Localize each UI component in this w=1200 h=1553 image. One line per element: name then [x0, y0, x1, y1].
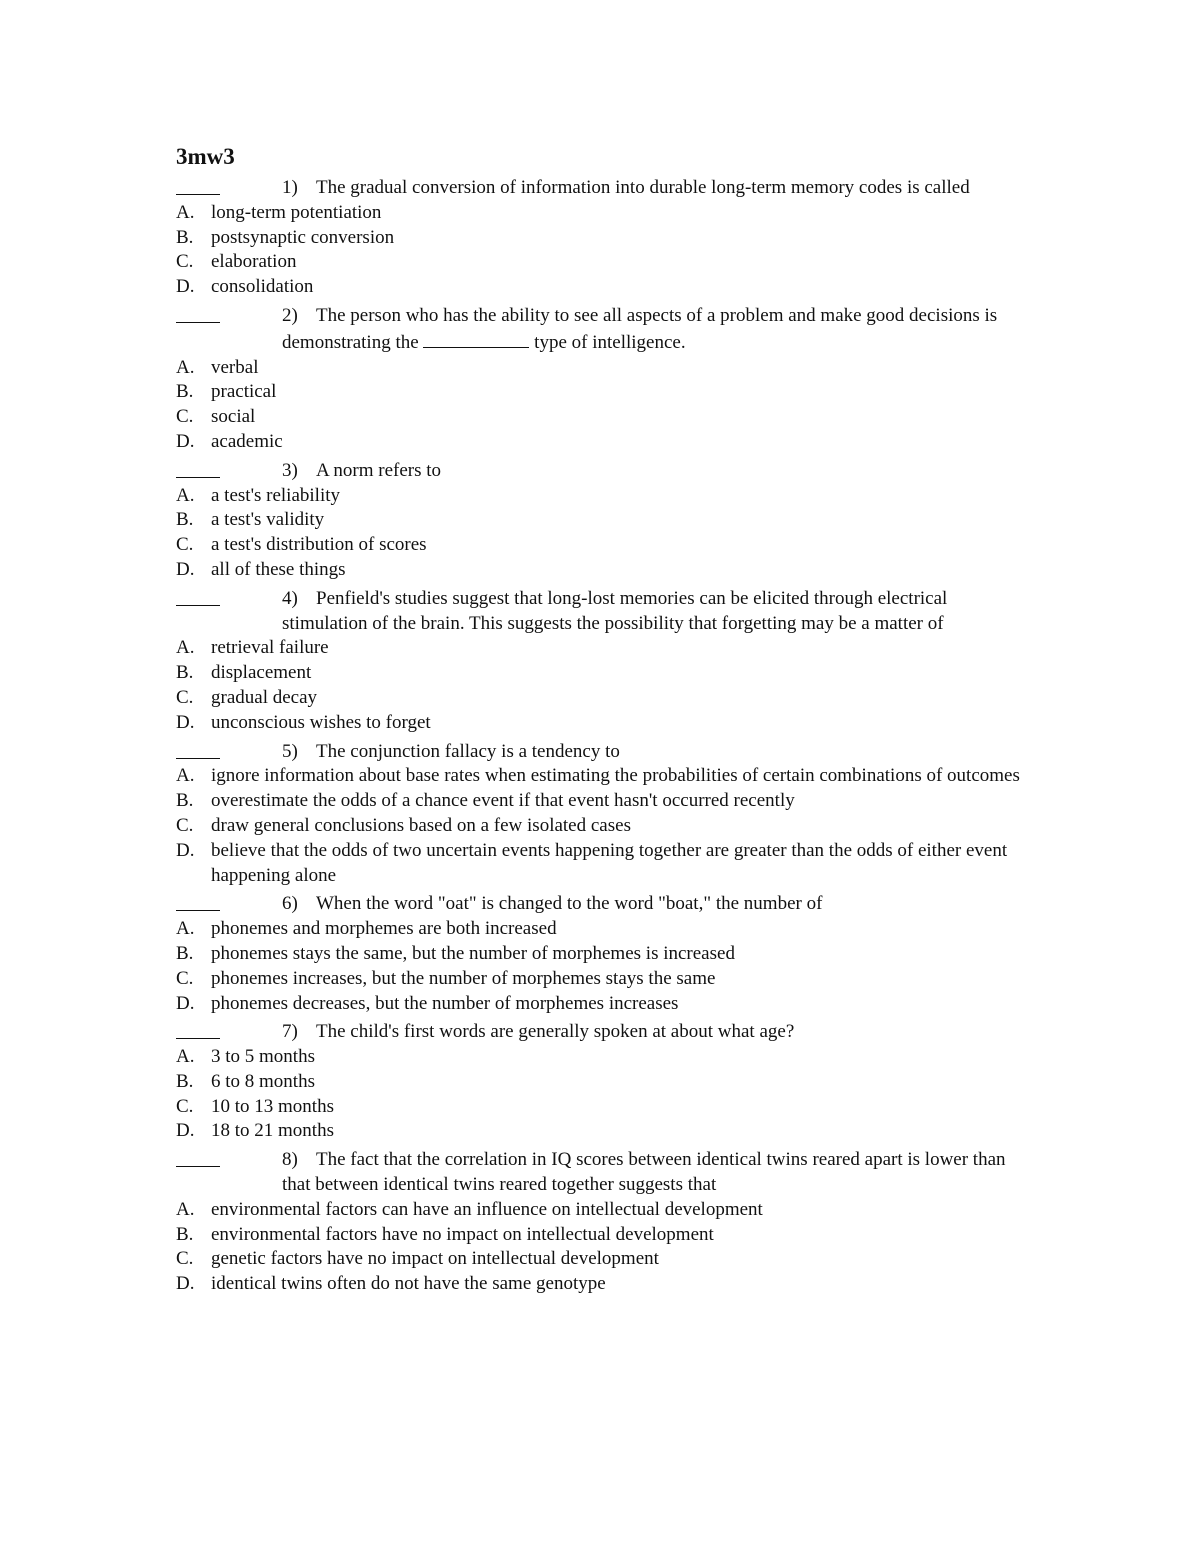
- question-number: 8): [282, 1149, 298, 1171]
- question-number: 7): [282, 1021, 298, 1043]
- option-text: environmental factors have no impact on intellectual development: [211, 1223, 714, 1245]
- option-letter: C.: [176, 534, 194, 556]
- option-text: postsynaptic conversion: [211, 226, 395, 248]
- option-text: a test's distribution of scores: [211, 534, 427, 556]
- option-letter: A.: [176, 918, 195, 940]
- option-text: a test's validity: [211, 509, 325, 531]
- question-5: [176, 740, 1036, 765]
- answer-blank[interactable]: [176, 740, 220, 759]
- option-b: [176, 789, 1036, 814]
- option-d: [176, 992, 1036, 1017]
- question-text-after: type of intelligence.: [534, 331, 686, 353]
- option-letter: A.: [176, 765, 195, 787]
- question-2: [176, 304, 1036, 356]
- option-text: identical twins often do not have the same genotype: [211, 1273, 606, 1295]
- option-c: [176, 686, 1036, 711]
- option-letter: A.: [176, 484, 195, 506]
- answer-blank[interactable]: [176, 1020, 220, 1039]
- question-text: The fact that the correlation in IQ scores between identical twins reared apart is lower than that between identical twins reared together suggests that: [282, 1149, 1006, 1196]
- question-8: [176, 1148, 1036, 1198]
- option-letter: B.: [176, 662, 194, 684]
- option-letter: A.: [176, 1046, 195, 1068]
- option-text: 6 to 8 months: [211, 1070, 315, 1092]
- answer-blank[interactable]: [176, 892, 220, 911]
- option-letter: B.: [176, 1070, 194, 1092]
- option-text: unconscious wishes to forget: [211, 711, 431, 733]
- option-text: long-term potentiation: [211, 201, 382, 223]
- question-number: 2): [282, 304, 298, 326]
- question-number: 1): [282, 177, 298, 198]
- option-letter: B.: [176, 226, 194, 248]
- option-letter: D.: [176, 711, 195, 733]
- option-text: all of these things: [211, 558, 346, 580]
- option-letter: D.: [176, 1273, 195, 1295]
- option-text: 3 to 5 months: [211, 1046, 315, 1068]
- option-text: phonemes increases, but the number of morphemes stays the same: [211, 967, 716, 989]
- option-letter: B.: [176, 790, 194, 812]
- option-d: [176, 1272, 1036, 1297]
- option-c: [176, 1095, 1036, 1120]
- option-letter: C.: [176, 967, 194, 989]
- option-text: believe that the odds of two uncertain events happening together are greater than the odds of either event happening alone: [211, 839, 1008, 886]
- option-letter: A.: [176, 1198, 195, 1220]
- option-d: [176, 711, 1036, 736]
- option-a: [176, 764, 1036, 789]
- option-d: [176, 1119, 1036, 1144]
- option-text: retrieval failure: [211, 637, 329, 659]
- option-b: [176, 942, 1036, 967]
- option-a: [176, 917, 1036, 942]
- option-letter: D.: [176, 276, 195, 298]
- question-number: 5): [282, 740, 298, 762]
- question-text: The gradual conversion of information into durable long-term memory codes is called: [316, 177, 970, 198]
- option-letter: B.: [176, 381, 194, 403]
- option-letter: C.: [176, 406, 194, 428]
- question-3: [176, 459, 1036, 484]
- question-text: The child's first words are generally spoken at about what age?: [316, 1021, 795, 1043]
- option-text: social: [211, 406, 256, 428]
- option-letter: C.: [176, 686, 194, 708]
- option-b: [176, 1223, 1036, 1248]
- answer-blank[interactable]: [176, 1148, 220, 1167]
- option-text: displacement: [211, 662, 312, 684]
- question-text: The conjunction fallacy is a tendency to: [316, 740, 620, 762]
- option-a: [176, 636, 1036, 661]
- option-a: [176, 356, 1036, 381]
- option-letter: D.: [176, 558, 195, 580]
- option-letter: A.: [176, 356, 195, 378]
- question-number: 4): [282, 587, 298, 609]
- option-c: [176, 814, 1036, 839]
- option-text: 10 to 13 months: [211, 1095, 334, 1117]
- option-text: elaboration: [211, 251, 297, 273]
- option-letter: B.: [176, 942, 194, 964]
- option-letter: D.: [176, 1120, 195, 1142]
- question-number: 6): [282, 893, 298, 915]
- option-d: [176, 839, 1036, 889]
- option-a: [176, 484, 1036, 509]
- option-text: phonemes decreases, but the number of morphemes increases: [211, 992, 679, 1014]
- question-number: 3): [282, 459, 298, 481]
- option-text: overestimate the odds of a chance event if that event hasn't occurred recently: [211, 790, 795, 812]
- option-text: a test's reliability: [211, 484, 341, 506]
- answer-blank[interactable]: [176, 587, 220, 606]
- option-b: [176, 226, 1036, 251]
- page-title: 3mw3: [176, 144, 235, 169]
- option-c: [176, 250, 1036, 275]
- option-c: [176, 1247, 1036, 1272]
- question-1: [176, 176, 1036, 201]
- option-a: [176, 1198, 1036, 1223]
- option-text: environmental factors can have an influence on intellectual development: [211, 1198, 763, 1220]
- option-letter: C.: [176, 1095, 194, 1117]
- option-letter: D.: [176, 992, 195, 1014]
- option-text: verbal: [211, 356, 259, 378]
- question-text: When the word "oat" is changed to the word "boat," the number of: [316, 893, 823, 915]
- option-letter: C.: [176, 1248, 194, 1270]
- option-letter: D.: [176, 839, 195, 861]
- answer-blank[interactable]: [176, 459, 220, 478]
- quiz-page: [176, 142, 1036, 1297]
- answer-blank[interactable]: [176, 176, 220, 195]
- option-b: [176, 380, 1036, 405]
- question-7: [176, 1020, 1036, 1045]
- question-text: A norm refers to: [316, 459, 442, 481]
- option-b: [176, 1070, 1036, 1095]
- option-c: [176, 533, 1036, 558]
- option-letter: A.: [176, 201, 195, 223]
- option-a: [176, 1045, 1036, 1070]
- option-text: genetic factors have no impact on intellectual development: [211, 1248, 659, 1270]
- option-letter: C.: [176, 251, 194, 273]
- option-d: [176, 558, 1036, 583]
- question-text-before: The person who has the ability to see all aspects of a problem and make good decisions is demonstrating the: [282, 304, 998, 353]
- question-text: Penfield's studies suggest that long-lost memories can be elicited through electrical stimulation of the brain. This suggests the possibility that forgetting may be a matter of: [282, 587, 948, 634]
- option-text: draw general conclusions based on a few isolated cases: [211, 814, 631, 836]
- option-text: academic: [211, 430, 283, 452]
- option-c: [176, 967, 1036, 992]
- fill-in-blank-line: [423, 329, 529, 348]
- option-text: ignore information about base rates when estimating the probabilities of certain combinations of outcomes: [211, 765, 1020, 787]
- option-text: phonemes stays the same, but the number of morphemes is increased: [211, 942, 735, 964]
- option-letter: C.: [176, 814, 194, 836]
- question-4: [176, 587, 1036, 637]
- question-6: [176, 892, 1036, 917]
- option-c: [176, 405, 1036, 430]
- option-text: phonemes and morphemes are both increased: [211, 918, 557, 940]
- option-letter: A.: [176, 637, 195, 659]
- answer-blank[interactable]: [176, 304, 220, 323]
- option-d: [176, 275, 1036, 300]
- option-letter: B.: [176, 1223, 194, 1245]
- option-a: [176, 201, 1036, 226]
- option-text: consolidation: [211, 276, 314, 298]
- option-text: practical: [211, 381, 277, 403]
- option-d: [176, 430, 1036, 455]
- option-b: [176, 508, 1036, 533]
- option-letter: D.: [176, 430, 195, 452]
- option-text: gradual decay: [211, 686, 318, 708]
- option-letter: B.: [176, 509, 194, 531]
- option-b: [176, 661, 1036, 686]
- option-text: 18 to 21 months: [211, 1120, 334, 1142]
